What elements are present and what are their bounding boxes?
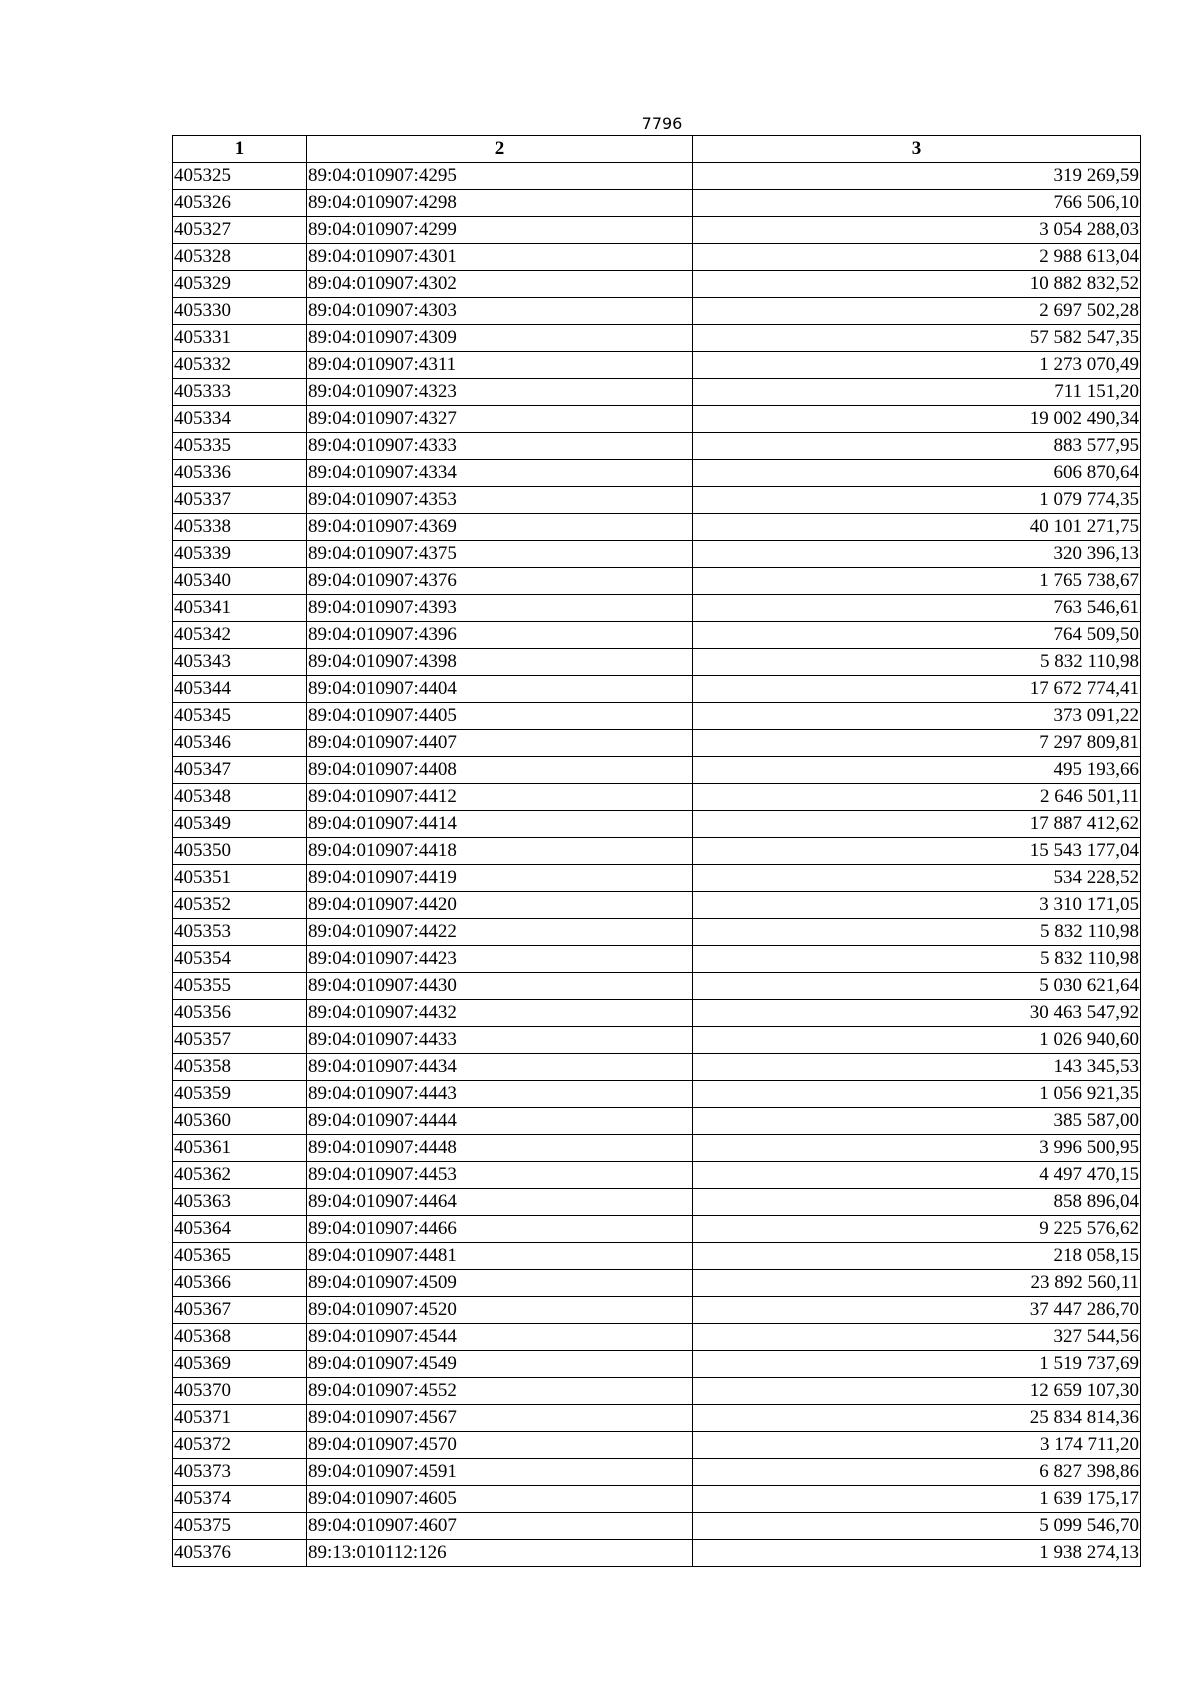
row-number-cell: 405335 bbox=[173, 433, 307, 460]
page-number: 7796 bbox=[641, 114, 683, 133]
row-number-cell: 405374 bbox=[173, 1486, 307, 1513]
table-row bbox=[173, 1243, 1141, 1270]
value-cell: 1 273 070,49 bbox=[693, 352, 1141, 379]
cadastral-number-cell: 89:13:010112:126 bbox=[307, 1540, 693, 1567]
row-number-cell: 405358 bbox=[173, 1054, 307, 1081]
row-number-cell: 405354 bbox=[173, 946, 307, 973]
value-cell: 23 892 560,11 bbox=[693, 1270, 1141, 1297]
row-number-cell: 405330 bbox=[173, 298, 307, 325]
value-cell: 218 058,15 bbox=[693, 1243, 1141, 1270]
cadastral-number-cell: 89:04:010907:4414 bbox=[307, 811, 693, 838]
value-cell: 2 988 613,04 bbox=[693, 244, 1141, 271]
table-row bbox=[173, 1135, 1141, 1162]
value-cell: 1 938 274,13 bbox=[693, 1540, 1141, 1567]
table-row bbox=[173, 325, 1141, 352]
value-cell: 763 546,61 bbox=[693, 595, 1141, 622]
row-number-cell: 405338 bbox=[173, 514, 307, 541]
table-row bbox=[173, 622, 1141, 649]
row-number-cell: 405341 bbox=[173, 595, 307, 622]
table-row bbox=[173, 568, 1141, 595]
table-row bbox=[173, 433, 1141, 460]
value-cell: 5 832 110,98 bbox=[693, 919, 1141, 946]
value-cell: 10 882 832,52 bbox=[693, 271, 1141, 298]
table-row bbox=[173, 271, 1141, 298]
value-cell: 17 887 412,62 bbox=[693, 811, 1141, 838]
cadastral-number-cell: 89:04:010907:4311 bbox=[307, 352, 693, 379]
cadastral-number-cell: 89:04:010907:4412 bbox=[307, 784, 693, 811]
table-row bbox=[173, 703, 1141, 730]
cadastral-number-cell: 89:04:010907:4444 bbox=[307, 1108, 693, 1135]
value-cell: 606 870,64 bbox=[693, 460, 1141, 487]
row-number-cell: 405371 bbox=[173, 1405, 307, 1432]
value-cell: 1 639 175,17 bbox=[693, 1486, 1141, 1513]
row-number-cell: 405346 bbox=[173, 730, 307, 757]
value-cell: 1 519 737,69 bbox=[693, 1351, 1141, 1378]
row-number-cell: 405359 bbox=[173, 1081, 307, 1108]
cadastral-number-cell: 89:04:010907:4591 bbox=[307, 1459, 693, 1486]
cadastral-number-cell: 89:04:010907:4549 bbox=[307, 1351, 693, 1378]
value-cell: 319 269,59 bbox=[693, 163, 1141, 190]
cadastral-number-cell: 89:04:010907:4544 bbox=[307, 1324, 693, 1351]
value-cell: 5 832 110,98 bbox=[693, 946, 1141, 973]
table-row bbox=[173, 163, 1141, 190]
row-number-cell: 405333 bbox=[173, 379, 307, 406]
value-cell: 3 310 171,05 bbox=[693, 892, 1141, 919]
cadastral-number-cell: 89:04:010907:4376 bbox=[307, 568, 693, 595]
value-cell: 7 297 809,81 bbox=[693, 730, 1141, 757]
table-row bbox=[173, 1027, 1141, 1054]
cadastral-number-cell: 89:04:010907:4434 bbox=[307, 1054, 693, 1081]
value-cell: 5 030 621,64 bbox=[693, 973, 1141, 1000]
row-number-cell: 405363 bbox=[173, 1189, 307, 1216]
value-cell: 6 827 398,86 bbox=[693, 1459, 1141, 1486]
value-cell: 711 151,20 bbox=[693, 379, 1141, 406]
row-number-cell: 405365 bbox=[173, 1243, 307, 1270]
table-row bbox=[173, 460, 1141, 487]
row-number-cell: 405327 bbox=[173, 217, 307, 244]
table-row bbox=[173, 784, 1141, 811]
row-number-cell: 405368 bbox=[173, 1324, 307, 1351]
cadastral-number-cell: 89:04:010907:4605 bbox=[307, 1486, 693, 1513]
cadastral-number-cell: 89:04:010907:4369 bbox=[307, 514, 693, 541]
cadastral-number-cell: 89:04:010907:4302 bbox=[307, 271, 693, 298]
table-row bbox=[173, 1081, 1141, 1108]
cadastral-number-cell: 89:04:010907:4570 bbox=[307, 1432, 693, 1459]
table-row bbox=[173, 1432, 1141, 1459]
value-cell: 764 509,50 bbox=[693, 622, 1141, 649]
row-number-cell: 405342 bbox=[173, 622, 307, 649]
cadastral-number-cell: 89:04:010907:4464 bbox=[307, 1189, 693, 1216]
cadastral-number-cell: 89:04:010907:4295 bbox=[307, 163, 693, 190]
value-cell: 15 543 177,04 bbox=[693, 838, 1141, 865]
table-row bbox=[173, 379, 1141, 406]
value-cell: 858 896,04 bbox=[693, 1189, 1141, 1216]
table-row bbox=[173, 406, 1141, 433]
row-number-cell: 405355 bbox=[173, 973, 307, 1000]
table-row bbox=[173, 973, 1141, 1000]
row-number-cell: 405344 bbox=[173, 676, 307, 703]
cadastral-number-cell: 89:04:010907:4430 bbox=[307, 973, 693, 1000]
value-cell: 385 587,00 bbox=[693, 1108, 1141, 1135]
row-number-cell: 405331 bbox=[173, 325, 307, 352]
cadastral-number-cell: 89:04:010907:4408 bbox=[307, 757, 693, 784]
cadastral-number-cell: 89:04:010907:4393 bbox=[307, 595, 693, 622]
header-row bbox=[173, 136, 1141, 163]
table-row bbox=[173, 298, 1141, 325]
cadastral-number-cell: 89:04:010907:4333 bbox=[307, 433, 693, 460]
row-number-cell: 405351 bbox=[173, 865, 307, 892]
cadastral-number-cell: 89:04:010907:4432 bbox=[307, 1000, 693, 1027]
value-cell: 25 834 814,36 bbox=[693, 1405, 1141, 1432]
value-cell: 495 193,66 bbox=[693, 757, 1141, 784]
table-row bbox=[173, 676, 1141, 703]
row-number-cell: 405361 bbox=[173, 1135, 307, 1162]
cadastral-number-cell: 89:04:010907:4299 bbox=[307, 217, 693, 244]
table-row bbox=[173, 541, 1141, 568]
cadastral-number-cell: 89:04:010907:4419 bbox=[307, 865, 693, 892]
row-number-cell: 405348 bbox=[173, 784, 307, 811]
table-row bbox=[173, 1189, 1141, 1216]
row-number-cell: 405329 bbox=[173, 271, 307, 298]
value-cell: 5 099 546,70 bbox=[693, 1513, 1141, 1540]
cadastral-number-cell: 89:04:010907:4309 bbox=[307, 325, 693, 352]
value-cell: 4 497 470,15 bbox=[693, 1162, 1141, 1189]
cadastral-number-cell: 89:04:010907:4448 bbox=[307, 1135, 693, 1162]
table-row bbox=[173, 352, 1141, 379]
table-row bbox=[173, 190, 1141, 217]
table-row bbox=[173, 595, 1141, 622]
table-row bbox=[173, 1378, 1141, 1405]
row-number-cell: 405326 bbox=[173, 190, 307, 217]
value-cell: 883 577,95 bbox=[693, 433, 1141, 460]
cadastral-number-cell: 89:04:010907:4567 bbox=[307, 1405, 693, 1432]
cadastral-number-cell: 89:04:010907:4375 bbox=[307, 541, 693, 568]
value-cell: 327 544,56 bbox=[693, 1324, 1141, 1351]
table-row bbox=[173, 757, 1141, 784]
row-number-cell: 405362 bbox=[173, 1162, 307, 1189]
cadastral-number-cell: 89:04:010907:4398 bbox=[307, 649, 693, 676]
cadastral-number-cell: 89:04:010907:4423 bbox=[307, 946, 693, 973]
value-cell: 40 101 271,75 bbox=[693, 514, 1141, 541]
cadastral-number-cell: 89:04:010907:4334 bbox=[307, 460, 693, 487]
cadastral-number-cell: 89:04:010907:4443 bbox=[307, 1081, 693, 1108]
row-number-cell: 405337 bbox=[173, 487, 307, 514]
value-cell: 1 026 940,60 bbox=[693, 1027, 1141, 1054]
row-number-cell: 405370 bbox=[173, 1378, 307, 1405]
cadastral-number-cell: 89:04:010907:4418 bbox=[307, 838, 693, 865]
table-row bbox=[173, 946, 1141, 973]
value-cell: 19 002 490,34 bbox=[693, 406, 1141, 433]
cadastral-number-cell: 89:04:010907:4552 bbox=[307, 1378, 693, 1405]
value-cell: 2 646 501,11 bbox=[693, 784, 1141, 811]
table-row bbox=[173, 1297, 1141, 1324]
row-number-cell: 405332 bbox=[173, 352, 307, 379]
table-row bbox=[173, 1540, 1141, 1567]
value-cell: 57 582 547,35 bbox=[693, 325, 1141, 352]
row-number-cell: 405376 bbox=[173, 1540, 307, 1567]
row-number-cell: 405364 bbox=[173, 1216, 307, 1243]
value-cell: 3 174 711,20 bbox=[693, 1432, 1141, 1459]
row-number-cell: 405373 bbox=[173, 1459, 307, 1486]
value-cell: 30 463 547,92 bbox=[693, 1000, 1141, 1027]
table-row bbox=[173, 1351, 1141, 1378]
value-cell: 9 225 576,62 bbox=[693, 1216, 1141, 1243]
cadastral-number-cell: 89:04:010907:4481 bbox=[307, 1243, 693, 1270]
table-row bbox=[173, 1459, 1141, 1486]
value-cell: 320 396,13 bbox=[693, 541, 1141, 568]
value-cell: 373 091,22 bbox=[693, 703, 1141, 730]
table-row bbox=[173, 1054, 1141, 1081]
table-row bbox=[173, 1162, 1141, 1189]
row-number-cell: 405356 bbox=[173, 1000, 307, 1027]
table-row bbox=[173, 1270, 1141, 1297]
row-number-cell: 405369 bbox=[173, 1351, 307, 1378]
value-cell: 37 447 286,70 bbox=[693, 1297, 1141, 1324]
column-header-1: 1 bbox=[173, 136, 307, 163]
table-row bbox=[173, 1324, 1141, 1351]
row-number-cell: 405336 bbox=[173, 460, 307, 487]
cadastral-number-cell: 89:04:010907:4466 bbox=[307, 1216, 693, 1243]
value-cell: 17 672 774,41 bbox=[693, 676, 1141, 703]
row-number-cell: 405328 bbox=[173, 244, 307, 271]
registry-table bbox=[172, 135, 1141, 1567]
cadastral-number-cell: 89:04:010907:4404 bbox=[307, 676, 693, 703]
value-cell: 3 996 500,95 bbox=[693, 1135, 1141, 1162]
cadastral-number-cell: 89:04:010907:4453 bbox=[307, 1162, 693, 1189]
table-row bbox=[173, 487, 1141, 514]
row-number-cell: 405350 bbox=[173, 838, 307, 865]
value-cell: 143 345,53 bbox=[693, 1054, 1141, 1081]
cadastral-number-cell: 89:04:010907:4433 bbox=[307, 1027, 693, 1054]
table-row bbox=[173, 1216, 1141, 1243]
table-row bbox=[173, 1405, 1141, 1432]
value-cell: 5 832 110,98 bbox=[693, 649, 1141, 676]
table-row bbox=[173, 811, 1141, 838]
row-number-cell: 405340 bbox=[173, 568, 307, 595]
value-cell: 3 054 288,03 bbox=[693, 217, 1141, 244]
cadastral-number-cell: 89:04:010907:4607 bbox=[307, 1513, 693, 1540]
table-row bbox=[173, 838, 1141, 865]
cadastral-number-cell: 89:04:010907:4407 bbox=[307, 730, 693, 757]
column-header-3: 3 bbox=[693, 136, 1141, 163]
cadastral-number-cell: 89:04:010907:4323 bbox=[307, 379, 693, 406]
row-number-cell: 405349 bbox=[173, 811, 307, 838]
cadastral-number-cell: 89:04:010907:4520 bbox=[307, 1297, 693, 1324]
row-number-cell: 405360 bbox=[173, 1108, 307, 1135]
row-number-cell: 405357 bbox=[173, 1027, 307, 1054]
table-row bbox=[173, 244, 1141, 271]
value-cell: 1 765 738,67 bbox=[693, 568, 1141, 595]
row-number-cell: 405339 bbox=[173, 541, 307, 568]
value-cell: 1 056 921,35 bbox=[693, 1081, 1141, 1108]
table-row bbox=[173, 514, 1141, 541]
table-body bbox=[173, 163, 1141, 1567]
table-row bbox=[173, 1000, 1141, 1027]
row-number-cell: 405345 bbox=[173, 703, 307, 730]
value-cell: 12 659 107,30 bbox=[693, 1378, 1141, 1405]
cadastral-number-cell: 89:04:010907:4420 bbox=[307, 892, 693, 919]
cadastral-number-cell: 89:04:010907:4353 bbox=[307, 487, 693, 514]
cadastral-number-cell: 89:04:010907:4327 bbox=[307, 406, 693, 433]
value-cell: 534 228,52 bbox=[693, 865, 1141, 892]
table-row bbox=[173, 865, 1141, 892]
column-header-2: 2 bbox=[307, 136, 693, 163]
table-row bbox=[173, 919, 1141, 946]
table-row bbox=[173, 1486, 1141, 1513]
cadastral-number-cell: 89:04:010907:4298 bbox=[307, 190, 693, 217]
row-number-cell: 405372 bbox=[173, 1432, 307, 1459]
row-number-cell: 405347 bbox=[173, 757, 307, 784]
table-row bbox=[173, 1108, 1141, 1135]
value-cell: 2 697 502,28 bbox=[693, 298, 1141, 325]
row-number-cell: 405334 bbox=[173, 406, 307, 433]
table-row bbox=[173, 217, 1141, 244]
row-number-cell: 405352 bbox=[173, 892, 307, 919]
cadastral-number-cell: 89:04:010907:4509 bbox=[307, 1270, 693, 1297]
value-cell: 1 079 774,35 bbox=[693, 487, 1141, 514]
row-number-cell: 405325 bbox=[173, 163, 307, 190]
row-number-cell: 405353 bbox=[173, 919, 307, 946]
row-number-cell: 405366 bbox=[173, 1270, 307, 1297]
row-number-cell: 405375 bbox=[173, 1513, 307, 1540]
table-row bbox=[173, 892, 1141, 919]
cadastral-number-cell: 89:04:010907:4405 bbox=[307, 703, 693, 730]
cadastral-number-cell: 89:04:010907:4396 bbox=[307, 622, 693, 649]
value-cell: 766 506,10 bbox=[693, 190, 1141, 217]
cadastral-number-cell: 89:04:010907:4303 bbox=[307, 298, 693, 325]
table-row bbox=[173, 730, 1141, 757]
table-row bbox=[173, 1513, 1141, 1540]
row-number-cell: 405343 bbox=[173, 649, 307, 676]
row-number-cell: 405367 bbox=[173, 1297, 307, 1324]
cadastral-number-cell: 89:04:010907:4301 bbox=[307, 244, 693, 271]
table-row bbox=[173, 649, 1141, 676]
cadastral-number-cell: 89:04:010907:4422 bbox=[307, 919, 693, 946]
